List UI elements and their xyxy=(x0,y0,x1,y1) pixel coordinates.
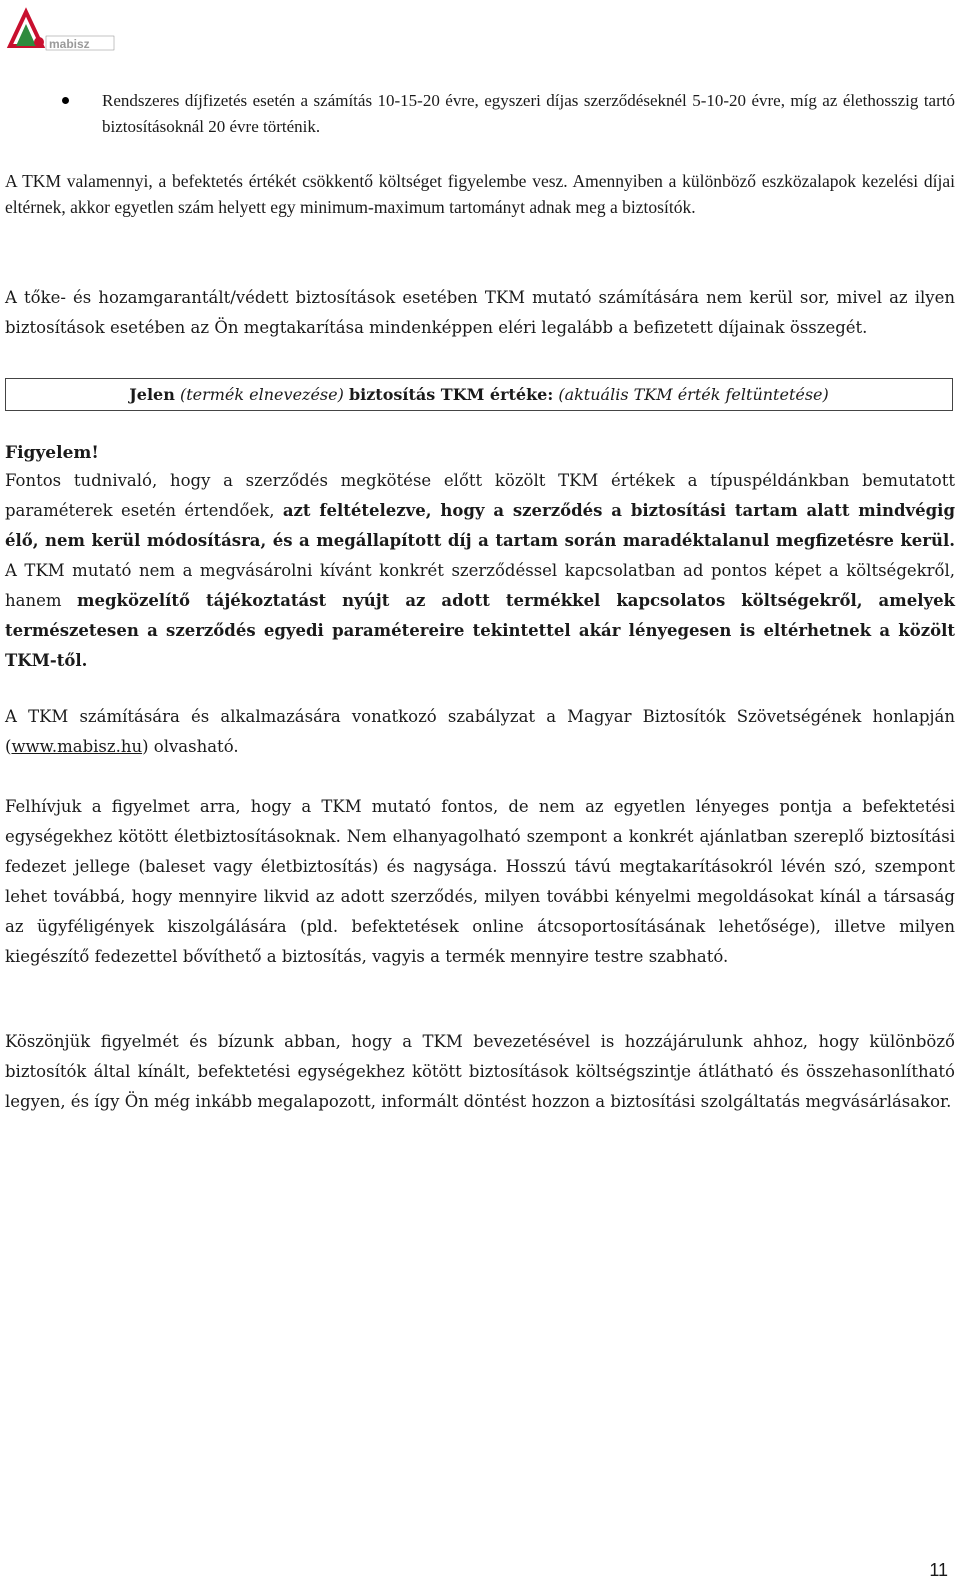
jelen-label: Jelen xyxy=(129,385,175,404)
bullet-item xyxy=(62,88,955,140)
mabisz-link[interactable]: www.mabisz.hu xyxy=(11,737,143,756)
paragraph-tkm-costs: A TKM valamennyi, a befektetés értékét csökkentő költséget figyelembe vesz. Amennyiben a különböző eszközalapok kezelési díjai eltérnek, akkor egyetlen szám helyett egy minimum-maximum tartományt adnak meg a biztosítók. xyxy=(5,171,955,217)
bullet-text: Rendszeres díjfizetés esetén a számítás 10-15-20 évre, egyszeri díjas szerződéseknél 5-10-20 évre, míg az élethosszig tartó biztosításoknál 20 évre történik. xyxy=(102,91,955,136)
paragraph-attention-other: Felhívjuk a figyelmet arra, hogy a TKM mutató fontos, de nem az egyetlen lényeges pontja a befektetési egységekhez kötött életbiztosításoknak. Nem elhanyagolható szempont a konkrét ajánlatban szereplő biztosítási fedezet jellege (baleset vagy életbiztosítás) és nagysága. Hosszú távú megtakarításokról lévén szó, szempont lehet továbbá, hogy mennyire likvid az adott szerződés, milyen további kényelmi megoldásokat kínál a társaság az ügyféligények kiszolgálására (pld. befektetések online átcsoportosításának lehetősége), illetve milyen kiegészítő fedezettel bővíthető a biztosítás, vagyis a termék mennyire testre szabható. xyxy=(5,797,955,966)
attention-text-1: Fontos tudnivaló, hogy a szerződés megkötése előtt közölt TKM értékek a típuspéldánkban bemutatott paraméterek esetén értendőek, xyxy=(5,471,955,520)
tkm-value-label: biztosítás TKM értéke: xyxy=(348,385,554,404)
attention-bold-1: azt feltételezve, hogy a szerződés a biztosítási tartam alatt mindvégig élő, nem kerül módosításra, és a megállapított díj a tartam során maradéktalanul megfizetésre kerül. xyxy=(5,501,955,550)
paragraph-guaranteed: A tőke- és hozamgarantált/védett biztosítások esetében TKM mutató számítására nem kerül sor, mivel az ilyen biztosítások esetében az Ön megtakarítása mindenképpen eléri legalább a befizetett díjainak összegét. xyxy=(5,288,955,337)
attention-text-2: A TKM mutató nem a megvásárolni kívánt konkrét szerződéssel kapcsolatban ad pontos képet a költségekről, hanem xyxy=(5,561,955,610)
tkm-value-placeholder: (aktuális TKM érték feltüntetése) xyxy=(558,385,829,404)
product-name-placeholder: (termék elnevezése) xyxy=(179,385,344,404)
regulation-text-pre: A TKM számítására és alkalmazására vonatkozó szabályzat a Magyar Biztosítók Szövetségének honlapján ( xyxy=(5,707,955,756)
paragraph-regulation xyxy=(5,702,955,762)
mabisz-logo xyxy=(6,4,116,54)
attention-paragraph xyxy=(5,466,955,676)
bullet-dot-icon xyxy=(62,97,69,104)
paragraph-thanks: Köszönjük figyelmét és bízunk abban, hogy a TKM bevezetésével is hozzájárulunk ahhoz, hogy különböző biztosítók által kínált, befektetési egységekhez kötött biztosítások költségszintje átlátható és összehasonlítható legyen, és így Ön még inkább megalapozott, informált döntést hozzon a biztosítási szolgáltatás megvásárlásakor. xyxy=(5,1032,955,1111)
regulation-text-post: ) olvasható. xyxy=(142,737,239,756)
logo-text: mabisz xyxy=(49,37,90,51)
tkm-value-box xyxy=(5,378,953,411)
attention-bold-2: megközelítő tájékoztatást nyújt az adott termékkel kapcsolatos költségekről, amelyek természetesen a szerződés egyedi paramétereire tekintettel akár lényegesen is eltérhetnek a közölt TKM-től. xyxy=(5,591,955,670)
mabisz-logo-icon xyxy=(6,4,116,54)
page-number: 11 xyxy=(929,1560,948,1580)
attention-heading: Figyelem! xyxy=(5,443,99,463)
